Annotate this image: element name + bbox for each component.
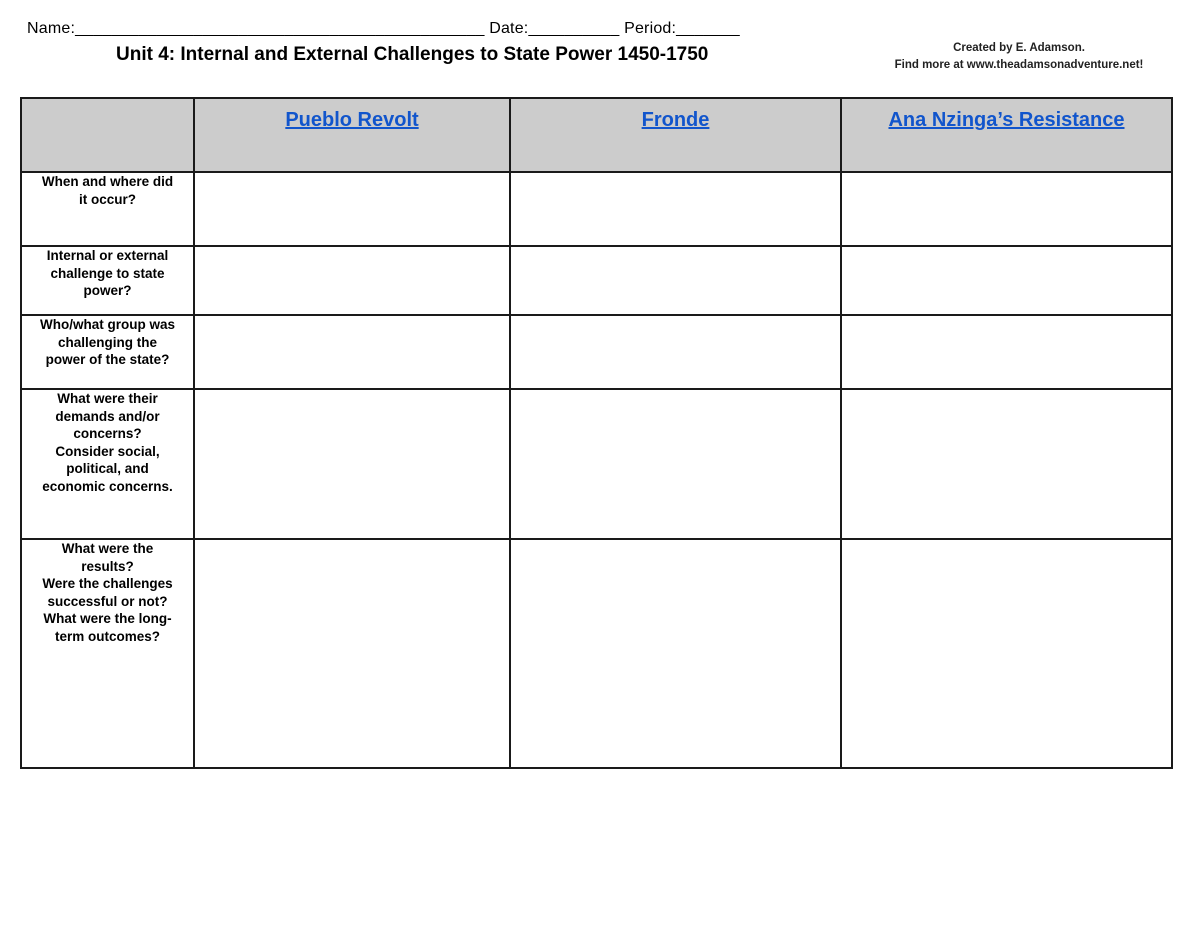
name-date-period-line: Name:_____________________________________________ Date:__________ Period:_______	[27, 20, 740, 37]
row-label-demands-concerns: What were their demands and/or concerns? Consider social, political, and economic concerns.	[21, 389, 194, 539]
table-row	[21, 246, 1172, 315]
answer-cell[interactable]	[510, 539, 841, 768]
answer-cell[interactable]	[194, 539, 510, 768]
header-corner-cell	[21, 98, 194, 172]
worksheet-table	[20, 97, 1173, 769]
answer-cell[interactable]	[841, 246, 1172, 315]
row-label-internal-external: Internal or external challenge to state power?	[21, 246, 194, 315]
table-row	[21, 315, 1172, 389]
row-label-when-where: When and where did it occur?	[21, 172, 194, 246]
row-label-results: What were the results? Were the challenges successful or not? What were the long- term outcomes?	[21, 539, 194, 768]
answer-cell[interactable]	[194, 389, 510, 539]
answer-cell[interactable]	[841, 172, 1172, 246]
credit-website: Find more at www.theadamsonadventure.net!	[894, 59, 1144, 71]
table-row	[21, 539, 1172, 768]
answer-cell[interactable]	[194, 315, 510, 389]
answer-cell[interactable]	[510, 246, 841, 315]
column-header-pueblo-revolt	[194, 98, 510, 172]
row-label-who-challenging: Who/what group was challenging the power of the state?	[21, 315, 194, 389]
ana-nzinga-resistance-link[interactable]: Ana Nzinga’s Resistance	[888, 109, 1125, 131]
answer-cell[interactable]	[841, 539, 1172, 768]
answer-cell[interactable]	[510, 172, 841, 246]
answer-cell[interactable]	[194, 246, 510, 315]
answer-cell[interactable]	[841, 389, 1172, 539]
credit-block	[868, 40, 1170, 74]
table-header-row	[21, 98, 1172, 172]
table-row	[21, 389, 1172, 539]
credit-author: Created by E. Adamson.	[953, 42, 1085, 54]
column-header-ana-nzinga	[841, 98, 1172, 172]
column-header-fronde	[510, 98, 841, 172]
fronde-link[interactable]: Fronde	[641, 109, 710, 131]
pueblo-revolt-link[interactable]: Pueblo Revolt	[285, 109, 419, 131]
answer-cell[interactable]	[510, 389, 841, 539]
page-title: Unit 4: Internal and External Challenges to State Power 1450-1750	[116, 44, 709, 65]
answer-cell[interactable]	[194, 172, 510, 246]
answer-cell[interactable]	[510, 315, 841, 389]
answer-cell[interactable]	[841, 315, 1172, 389]
table-row	[21, 172, 1172, 246]
